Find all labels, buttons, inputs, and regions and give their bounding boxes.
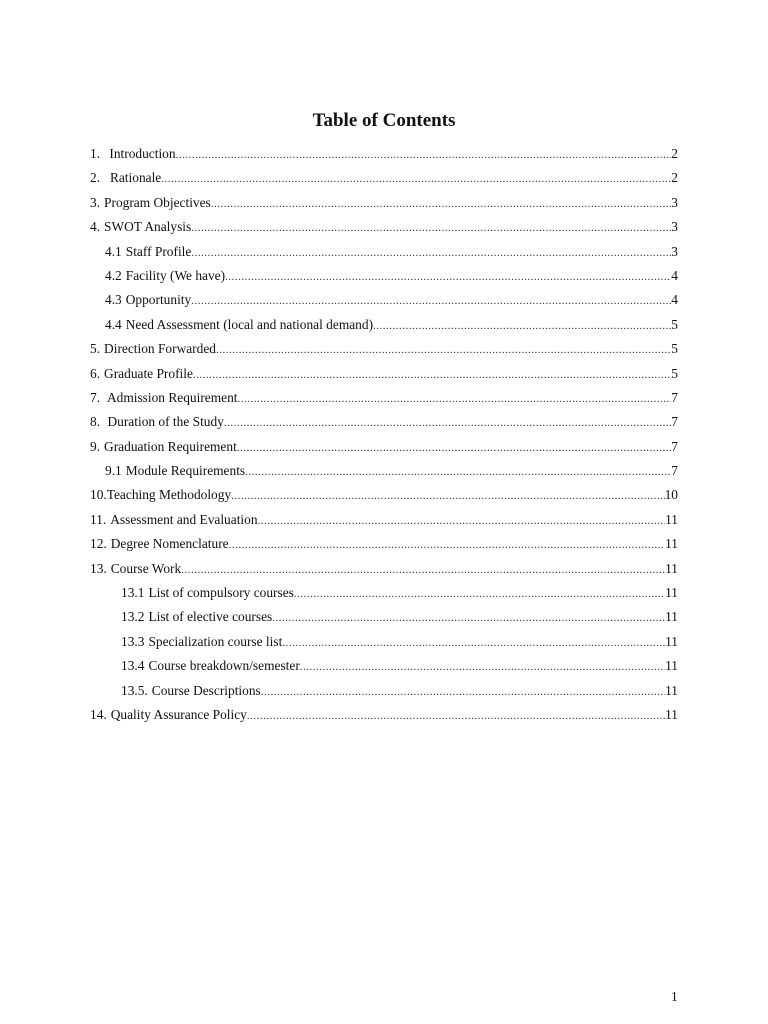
dot-leader: [247, 704, 665, 728]
toc-entry-number: 1.: [90, 146, 101, 161]
toc-entry-page: 10: [664, 487, 678, 503]
dot-leader: [238, 387, 672, 411]
toc-entry[interactable]: [90, 483, 678, 507]
toc-entry-number: 9.1: [105, 463, 122, 479]
toc-entry-number: 4.: [90, 219, 101, 235]
toc-entry-label: Assessment and Evaluation: [110, 511, 258, 527]
dot-leader: [161, 167, 671, 191]
toc-entry-label: Course Descriptions: [151, 682, 261, 698]
toc-entry[interactable]: [90, 581, 678, 605]
dot-leader: [176, 143, 672, 167]
toc-entry-page: 7: [671, 389, 678, 405]
toc-entry-number: 5.: [90, 341, 101, 357]
toc-entry[interactable]: [90, 557, 678, 581]
toc-entry[interactable]: [90, 630, 678, 654]
dot-leader: [282, 631, 665, 655]
toc-entry-number: 14.: [90, 706, 107, 722]
toc-entry-page: 7: [671, 463, 678, 479]
toc-entry-label: Direction Forwarded: [104, 341, 216, 357]
toc-entry[interactable]: [90, 410, 678, 434]
toc-entry-page: 11: [665, 536, 678, 552]
toc-entry-number: 12.: [90, 536, 107, 552]
toc-entry-page: 11: [665, 682, 678, 698]
toc-entry-page: 11: [665, 585, 678, 601]
toc-entry-label: Program Objectives: [104, 194, 211, 210]
toc-entry-label: Course Work: [110, 560, 182, 576]
toc-entry-label: Degree Nomenclature: [110, 536, 229, 552]
toc-entry-number: 10.: [90, 487, 107, 503]
toc-entry-number: 4.3: [105, 292, 122, 308]
dot-leader: [216, 338, 671, 362]
toc-entry-page: 2: [671, 146, 678, 161]
toc-entry-number: 9.: [90, 438, 101, 454]
toc-entry[interactable]: [90, 435, 678, 459]
toc-entry[interactable]: [90, 703, 678, 727]
toc-entry-page: 11: [665, 633, 678, 649]
toc-entry[interactable]: [90, 288, 678, 312]
toc-entry-page: 5: [671, 316, 678, 332]
toc-entry[interactable]: [90, 240, 678, 264]
toc-entry-number: 3.: [90, 194, 101, 210]
toc-entry[interactable]: [90, 605, 678, 629]
dot-leader: [224, 411, 671, 435]
toc-entry[interactable]: [90, 362, 678, 386]
toc-entry-number: 13.1: [121, 585, 145, 601]
dot-leader: [191, 289, 671, 313]
toc-entry-label: Opportunity: [125, 292, 192, 308]
toc-entry-label: Module Requirements: [125, 463, 246, 479]
toc-entry-label: Rationale: [109, 170, 162, 186]
toc-entry[interactable]: [90, 386, 678, 410]
toc-entry-page: 3: [671, 194, 678, 210]
toc-entry-page: 3: [671, 243, 678, 259]
page-number: 1: [671, 989, 678, 1004]
toc-entry-page: 11: [665, 511, 678, 527]
toc-entry-number: 4.1: [105, 243, 122, 259]
toc-entry-label: Quality Assurance Policy: [110, 706, 247, 722]
dot-leader: [294, 582, 665, 606]
toc-entry-number: 7.: [90, 389, 101, 405]
toc-entry-label: List of compulsory courses: [148, 585, 294, 601]
toc-entry[interactable]: [90, 508, 678, 532]
toc-entry-label: List of elective courses: [148, 609, 273, 625]
dot-leader: [191, 216, 671, 240]
toc-entry-page: 3: [671, 219, 678, 235]
toc-entry-number: 6.: [90, 365, 101, 381]
toc-entry[interactable]: [90, 337, 678, 361]
toc-entry-number: 8.: [90, 414, 101, 430]
toc-entry[interactable]: [90, 313, 678, 337]
toc-entry-page: 4: [671, 292, 678, 308]
dot-leader: [193, 363, 671, 387]
toc-title: Table of Contents: [312, 110, 456, 131]
dot-leader: [258, 509, 666, 533]
toc-entry-label: Introduction: [109, 146, 176, 161]
toc-entry-page: 11: [665, 560, 678, 576]
toc-entry[interactable]: [90, 166, 678, 190]
dot-leader: [229, 533, 665, 557]
toc-entry-label: Admission Requirement: [106, 389, 238, 405]
toc-entry-page: 7: [671, 438, 678, 454]
dot-leader: [231, 484, 664, 508]
toc-entry-label: Specialization course list: [148, 633, 283, 649]
toc-entry-label: Staff Profile: [125, 243, 192, 259]
toc-entry-label: Need Assessment (local and national demand): [125, 316, 374, 332]
dot-leader: [237, 436, 672, 460]
toc-entry-number: 4.4: [105, 316, 122, 332]
toc-entry-page: 4: [671, 267, 678, 283]
toc-list: [90, 142, 678, 727]
toc-entry[interactable]: [90, 142, 678, 166]
toc-entry[interactable]: [90, 459, 678, 483]
toc-entry-number: 4.2: [105, 267, 122, 283]
toc-entry-label: Teaching Methodology: [106, 487, 232, 503]
dot-leader: [373, 314, 671, 338]
dot-leader: [272, 606, 665, 630]
toc-entry-number: 11.: [90, 511, 107, 527]
toc-entry-number: 13.5.: [121, 682, 148, 698]
toc-entry-label: Facility (We have): [125, 267, 226, 283]
dot-leader: [300, 655, 665, 679]
toc-entry-label: Duration of the Study: [107, 414, 224, 430]
toc-entry-label: Graduate Profile: [104, 365, 193, 381]
toc-entry-page: 5: [671, 341, 678, 357]
dot-leader: [225, 265, 671, 289]
toc-entry-number: 13.3: [121, 633, 145, 649]
toc-entry[interactable]: [90, 191, 678, 215]
toc-entry[interactable]: [90, 264, 678, 288]
toc-entry[interactable]: [90, 215, 678, 239]
toc-entry-page: 5: [671, 365, 678, 381]
toc-entry-label: SWOT Analysis: [104, 219, 192, 235]
toc-entry-page: 7: [671, 414, 678, 430]
toc-entry-number: 13.2: [121, 609, 145, 625]
dot-leader: [261, 680, 665, 704]
toc-entry[interactable]: [90, 654, 678, 678]
toc-entry-label: Course breakdown/semester: [148, 658, 300, 674]
dot-leader: [181, 558, 665, 582]
toc-entry[interactable]: [90, 532, 678, 556]
toc-entry[interactable]: [90, 679, 678, 703]
toc-entry-number: 13.: [90, 560, 107, 576]
toc-entry-page: 11: [665, 609, 678, 625]
toc-entry-page: 11: [665, 658, 678, 674]
dot-leader: [211, 192, 672, 216]
toc-entry-label: Graduation Requirement: [104, 438, 237, 454]
dot-leader: [191, 241, 671, 265]
toc-entry-number: 13.4: [121, 658, 145, 674]
toc-entry-page: 11: [665, 706, 678, 722]
dot-leader: [245, 460, 671, 484]
toc-entry-page: 2: [671, 170, 678, 186]
toc-entry-number: 2.: [90, 170, 101, 186]
